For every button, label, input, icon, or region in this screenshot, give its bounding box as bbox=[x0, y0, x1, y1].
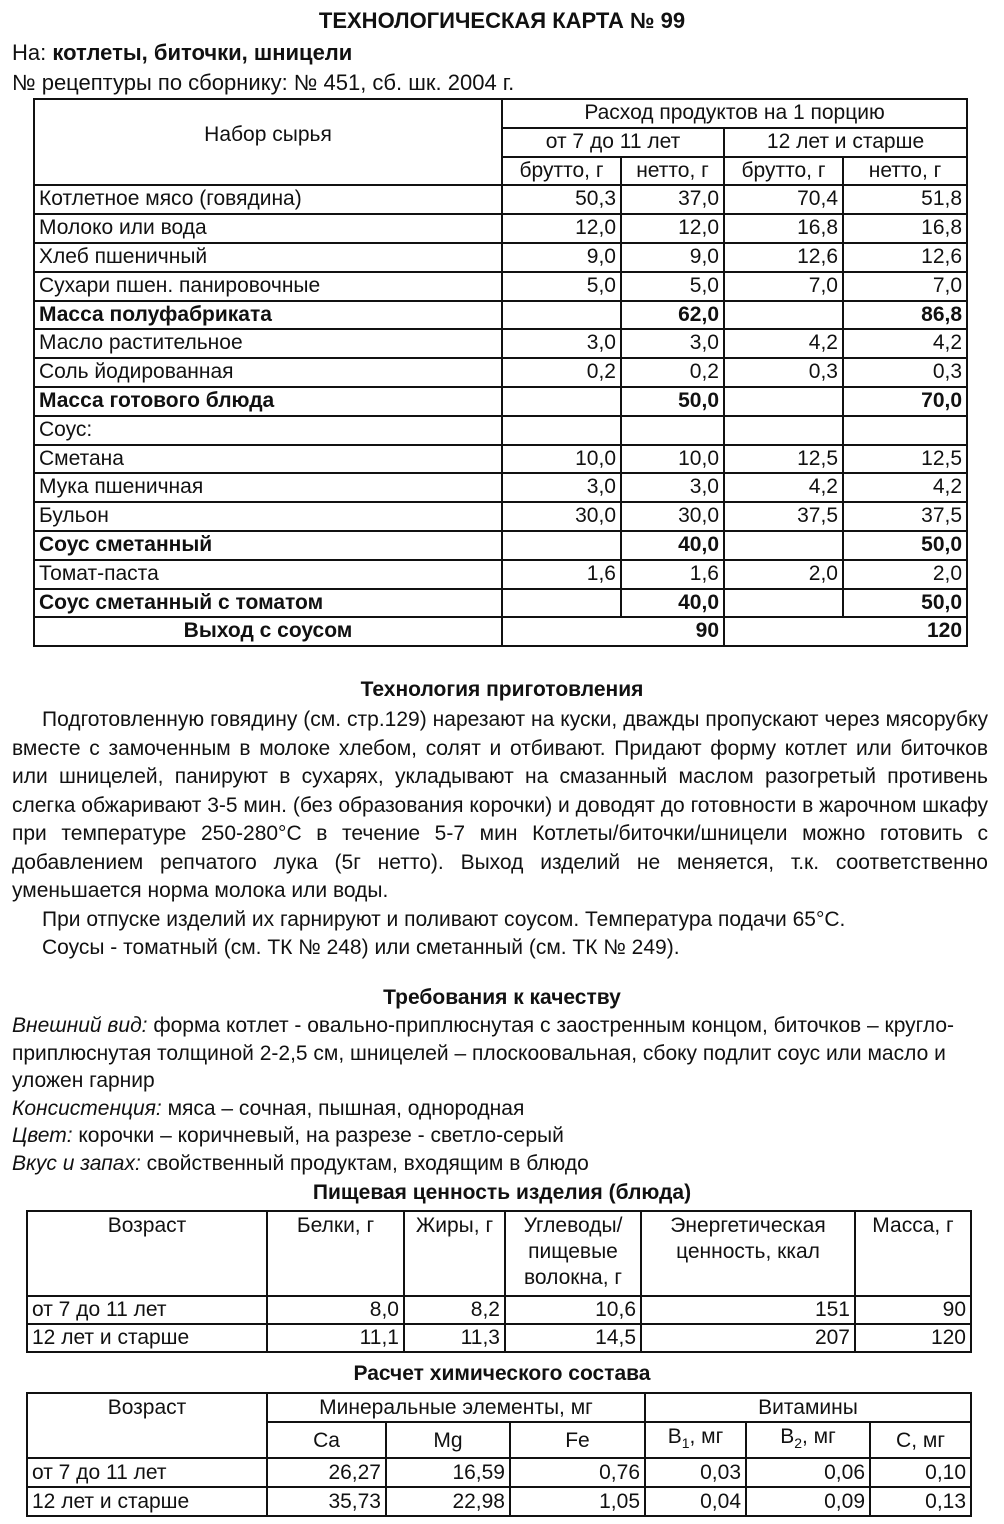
recipe-cell-brutto-2: 4,2 bbox=[724, 473, 843, 502]
recipe-row bbox=[34, 387, 967, 416]
recipe-cell-brutto-1: 12,0 bbox=[502, 214, 621, 243]
recipe-cell-brutto-2 bbox=[724, 531, 843, 560]
chem-cell-ca: 35,73 bbox=[267, 1487, 386, 1516]
recipe-row bbox=[34, 502, 967, 531]
recipe-rows bbox=[34, 185, 967, 617]
recipe-cell-brutto-2: 2,0 bbox=[724, 560, 843, 589]
chem-cell-age: от 7 до 11 лет bbox=[27, 1458, 267, 1487]
chem-cell-b1: 0,03 bbox=[645, 1458, 746, 1487]
nutrition-row bbox=[27, 1296, 971, 1324]
technology-text bbox=[12, 706, 988, 963]
recipe-row bbox=[34, 272, 967, 301]
recipe-cell-netto-1: 37,0 bbox=[621, 185, 724, 214]
output-value-age-1: 90 bbox=[502, 617, 724, 646]
recipe-cell-name: Соль йодированная bbox=[34, 358, 502, 387]
quality-look-label: Внешний вид: bbox=[12, 1014, 148, 1037]
chem-cell-fe: 0,76 bbox=[510, 1458, 645, 1487]
recipe-cell-name: Сметана bbox=[34, 445, 502, 474]
chem-cell-age: 12 лет и старше bbox=[27, 1487, 267, 1516]
recipe-cell-brutto-1: 3,0 bbox=[502, 329, 621, 358]
netto-header-1: нетто, г bbox=[621, 157, 724, 186]
nutrition-cell-age: от 7 до 11 лет bbox=[27, 1296, 267, 1324]
recipe-cell-netto-2: 7,0 bbox=[843, 272, 967, 301]
quality-look bbox=[12, 1012, 988, 1095]
netto-header-2: нетто, г bbox=[843, 157, 967, 186]
recipe-cell-netto-1: 5,0 bbox=[621, 272, 724, 301]
recipe-cell-name: Томат-паста bbox=[34, 560, 502, 589]
chem-cell-b1: 0,04 bbox=[645, 1487, 746, 1516]
recipe-cell-brutto-1: 9,0 bbox=[502, 243, 621, 272]
chem-cell-b2: 0,09 bbox=[746, 1487, 870, 1516]
recipe-cell-name: Котлетное мясо (говядина) bbox=[34, 185, 502, 214]
chem-cell-mg: 22,98 bbox=[386, 1487, 510, 1516]
quality-color bbox=[12, 1122, 988, 1150]
recipe-cell-netto-1: 9,0 bbox=[621, 243, 724, 272]
recipe-cell-netto-1: 0,2 bbox=[621, 358, 724, 387]
chemistry-row bbox=[27, 1458, 971, 1487]
quality-taste-text: свойственный продуктам, входящим в блюдо bbox=[140, 1151, 589, 1175]
technology-paragraph-3: Соусы - томатный (см. ТК № 248) или сметанный (см. ТК № 249). bbox=[42, 936, 680, 959]
chem-sub-mg: Mg bbox=[386, 1422, 510, 1458]
recipe-cell-name: Масло растительное bbox=[34, 329, 502, 358]
recipe-cell-brutto-1: 5,0 bbox=[502, 272, 621, 301]
output-value-age-2: 120 bbox=[724, 617, 967, 646]
recipe-cell-brutto-2: 12,5 bbox=[724, 445, 843, 474]
recipe-cell-name: Бульон bbox=[34, 502, 502, 531]
recipe-cell-brutto-2: 4,2 bbox=[724, 329, 843, 358]
recipe-cell-brutto-1 bbox=[502, 531, 621, 560]
col-usage-header: Расход продуктов на 1 порцию bbox=[502, 99, 967, 128]
recipe-cell-netto-1: 62,0 bbox=[621, 301, 724, 330]
recipe-cell-netto-1: 40,0 bbox=[621, 589, 724, 618]
nutrition-heading: Пищевая ценность изделия (блюда) bbox=[312, 1181, 692, 1204]
recipe-cell-netto-1: 30,0 bbox=[621, 502, 724, 531]
recipe-cell-netto-1: 1,6 bbox=[621, 560, 724, 589]
chemistry-header-minerals: Минеральные элементы, мг bbox=[267, 1393, 645, 1422]
nutrition-cell-protein: 11,1 bbox=[267, 1324, 404, 1352]
recipe-row bbox=[34, 445, 967, 474]
chem-sub-fe: Fe bbox=[510, 1422, 645, 1458]
recipe-cell-name: Хлеб пшеничный bbox=[34, 243, 502, 272]
recipe-cell-netto-2: 2,0 bbox=[843, 560, 967, 589]
recipe-row bbox=[34, 329, 967, 358]
dish-line bbox=[12, 40, 352, 66]
recipe-row bbox=[34, 589, 967, 618]
chemistry-header-age: Возраст bbox=[27, 1393, 267, 1458]
recipe-cell-brutto-2 bbox=[724, 387, 843, 416]
nutrition-header-energy: Энергетическая ценность, ккал bbox=[641, 1211, 855, 1296]
recipe-cell-brutto-1 bbox=[502, 387, 621, 416]
quality-consistency-text: мяса – сочная, пышная, однородная bbox=[161, 1096, 525, 1120]
recipe-row bbox=[34, 358, 967, 387]
nutrition-cell-age: 12 лет и старше bbox=[27, 1324, 267, 1352]
recipe-cell-netto-1: 12,0 bbox=[621, 214, 724, 243]
recipe-cell-netto-2: 37,5 bbox=[843, 502, 967, 531]
recipe-cell-netto-2: 0,3 bbox=[843, 358, 967, 387]
recipe-cell-name: Соус: bbox=[34, 416, 502, 445]
recipe-cell-name: Молоко или вода bbox=[34, 214, 502, 243]
recipe-cell-netto-1: 10,0 bbox=[621, 445, 724, 474]
chem-sub-b1: $B_1$, мг bbox=[645, 1422, 746, 1458]
recipe-cell-brutto-2: 12,6 bbox=[724, 243, 843, 272]
recipe-cell-brutto-1: 30,0 bbox=[502, 502, 621, 531]
recipe-cell-netto-2: 51,8 bbox=[843, 185, 967, 214]
recipe-cell-netto-2 bbox=[843, 416, 967, 445]
recipe-cell-brutto-2: 70,4 bbox=[724, 185, 843, 214]
recipe-cell-netto-1: 3,0 bbox=[621, 329, 724, 358]
age-group-1-header: от 7 до 11 лет bbox=[502, 128, 724, 157]
recipe-cell-name: Масса готового блюда bbox=[34, 387, 502, 416]
recipe-row bbox=[34, 185, 967, 214]
nutrition-header-age: Возраст bbox=[27, 1211, 267, 1296]
recipe-cell-brutto-1 bbox=[502, 416, 621, 445]
nutrition-header-carbs: Углеводы/ пищевые волокна, г bbox=[505, 1211, 641, 1296]
nutrition-cell-energy: 207 bbox=[641, 1324, 855, 1352]
nutrition-cell-mass: 90 bbox=[855, 1296, 971, 1324]
chemistry-row bbox=[27, 1487, 971, 1516]
recipe-row bbox=[34, 243, 967, 272]
recipe-row bbox=[34, 473, 967, 502]
recipe-cell-netto-2: 50,0 bbox=[843, 589, 967, 618]
recipe-cell-brutto-2: 7,0 bbox=[724, 272, 843, 301]
recipe-cell-netto-2: 70,0 bbox=[843, 387, 967, 416]
brutto-header-2: брутто, г bbox=[724, 157, 843, 186]
recipe-cell-name: Масса полуфабриката bbox=[34, 301, 502, 330]
recipe-cell-netto-2: 16,8 bbox=[843, 214, 967, 243]
nutrition-cell-carbs: 10,6 bbox=[505, 1296, 641, 1324]
recipe-cell-netto-2: 4,2 bbox=[843, 473, 967, 502]
nutrition-header-fat: Жиры, г bbox=[404, 1211, 505, 1296]
recipe-cell-brutto-1: 1,6 bbox=[502, 560, 621, 589]
chemistry-heading: Расчет химического состава bbox=[353, 1362, 651, 1385]
recipe-cell-brutto-1: 3,0 bbox=[502, 473, 621, 502]
output-row bbox=[34, 617, 967, 646]
recipe-cell-brutto-1: 0,2 bbox=[502, 358, 621, 387]
recipe-cell-name: Соус сметанный bbox=[34, 531, 502, 560]
output-label: Выход с соусом bbox=[34, 617, 502, 646]
recipe-cell-brutto-1: 50,3 bbox=[502, 185, 621, 214]
nutrition-row bbox=[27, 1324, 971, 1352]
nutrition-header-protein: Белки, г bbox=[267, 1211, 404, 1296]
recipe-cell-netto-2: 50,0 bbox=[843, 531, 967, 560]
recipe-cell-brutto-1 bbox=[502, 301, 621, 330]
nutrition-cell-fat: 8,2 bbox=[404, 1296, 505, 1324]
brutto-header-1: брутто, г bbox=[502, 157, 621, 186]
chemistry-header-vitamins: Витамины bbox=[645, 1393, 971, 1422]
nutrition-rows bbox=[27, 1296, 971, 1352]
recipe-row bbox=[34, 214, 967, 243]
recipe-cell-brutto-2: 0,3 bbox=[724, 358, 843, 387]
recipe-row bbox=[34, 301, 967, 330]
chem-cell-b2: 0,06 bbox=[746, 1458, 870, 1487]
quality-taste-label: Вкус и запах: bbox=[12, 1151, 141, 1175]
age-group-2-header: 12 лет и старше bbox=[724, 128, 967, 157]
chem-sub-ca: Ca bbox=[267, 1422, 386, 1458]
chemistry-table bbox=[26, 1392, 972, 1517]
chemistry-rows bbox=[27, 1458, 971, 1516]
nutrition-cell-mass: 120 bbox=[855, 1324, 971, 1352]
chem-cell-mg: 16,59 bbox=[386, 1458, 510, 1487]
recipe-row bbox=[34, 416, 967, 445]
recipe-reference: № рецептуры по сборнику: № 451, сб. шк. 2004 г. bbox=[12, 70, 515, 95]
recipe-table bbox=[33, 98, 968, 647]
recipe-cell-name: Мука пшеничная bbox=[34, 473, 502, 502]
recipe-cell-netto-1: 50,0 bbox=[621, 387, 724, 416]
nutrition-cell-carbs: 14,5 bbox=[505, 1324, 641, 1352]
recipe-cell-netto-1 bbox=[621, 416, 724, 445]
recipe-cell-name: Сухари пшен. панировочные bbox=[34, 272, 502, 301]
recipe-cell-brutto-2: 37,5 bbox=[724, 502, 843, 531]
recipe-cell-netto-1: 40,0 bbox=[621, 531, 724, 560]
chem-sub-b2: $B_2$, мг bbox=[746, 1422, 870, 1458]
recipe-cell-brutto-2 bbox=[724, 589, 843, 618]
recipe-cell-brutto-2 bbox=[724, 301, 843, 330]
recipe-cell-name: Соус сметанный с томатом bbox=[34, 589, 502, 618]
nutrition-cell-fat: 11,3 bbox=[404, 1324, 505, 1352]
quality-look-text: форма котлет - овально-приплюснутая с заостренным концом, биточков – кругло-приплюснутая толщиной 2-2,5 см, шницелей – плоскоовальная, сбоку подлит соус или масло и уложен гарнир bbox=[12, 1014, 955, 1092]
nutrition-header-mass: Масса, г bbox=[855, 1211, 971, 1296]
nutrition-header-row bbox=[27, 1211, 971, 1296]
technology-heading: Технология приготовления bbox=[360, 678, 644, 701]
recipe-cell-netto-2: 12,6 bbox=[843, 243, 967, 272]
quality-consistency-label: Консистенция: bbox=[12, 1096, 162, 1120]
quality-consistency bbox=[12, 1095, 988, 1123]
chemistry-header-row bbox=[27, 1393, 971, 1422]
chem-cell-c: 0,13 bbox=[870, 1487, 971, 1516]
technology-paragraph-2: При отпуске изделий их гарнируют и поливают соусом. Температура подачи 65°С. bbox=[42, 907, 846, 931]
recipe-cell-brutto-2: 16,8 bbox=[724, 214, 843, 243]
quality-color-label: Цвет: bbox=[12, 1124, 73, 1147]
recipe-cell-netto-1: 3,0 bbox=[621, 473, 724, 502]
recipe-row bbox=[34, 531, 967, 560]
recipe-cell-netto-2: 4,2 bbox=[843, 329, 967, 358]
dish-name: котлеты, биточки, шницели bbox=[52, 40, 353, 65]
nutrition-cell-protein: 8,0 bbox=[267, 1296, 404, 1324]
chem-cell-fe: 1,05 bbox=[510, 1487, 645, 1516]
col-raw-header: Набор сырья bbox=[34, 99, 502, 185]
document-title: ТЕХНОЛОГИЧЕСКАЯ КАРТА № 99 bbox=[318, 8, 686, 33]
quality-heading: Требования к качеству bbox=[383, 986, 621, 1009]
chem-cell-ca: 26,27 bbox=[267, 1458, 386, 1487]
chem-sub-c: C, мг bbox=[870, 1422, 971, 1458]
quality-text bbox=[12, 1012, 988, 1177]
recipe-cell-netto-2: 12,5 bbox=[843, 445, 967, 474]
quality-taste bbox=[12, 1150, 988, 1178]
chem-cell-c: 0,10 bbox=[870, 1458, 971, 1487]
recipe-cell-brutto-1: 10,0 bbox=[502, 445, 621, 474]
nutrition-table bbox=[26, 1210, 972, 1353]
recipe-row bbox=[34, 560, 967, 589]
technology-paragraph-1: Подготовленную говядину (см. стр.129) нарезают на куски, дважды пропускают через мясорубку вместе с замоченным в молоке хлебом, солят и отбивают. Придают форму котлет или биточков или шницелей, панируют в сухарях, укладывают на смазанный маслом разогретый противень слегка обжаривают 3-5 мин. (без образования корочки) и доводят до готовности в жарочном шкафу при температуре 250-280°С в течение 5-7 мин Котлеты/биточки/шницели можно готовить с добавлением репчатого лука (5г нетто). Выход изделий не меняется, т.к. соответственно уменьшается норма молока или воды. bbox=[12, 708, 988, 902]
quality-color-text: корочки – коричневый, на разрезе - светло-серый bbox=[72, 1124, 564, 1147]
recipe-cell-netto-2: 86,8 bbox=[843, 301, 967, 330]
recipe-cell-brutto-1 bbox=[502, 589, 621, 618]
recipe-cell-brutto-2 bbox=[724, 416, 843, 445]
dish-prefix: На: bbox=[12, 40, 53, 65]
nutrition-cell-energy: 151 bbox=[641, 1296, 855, 1324]
